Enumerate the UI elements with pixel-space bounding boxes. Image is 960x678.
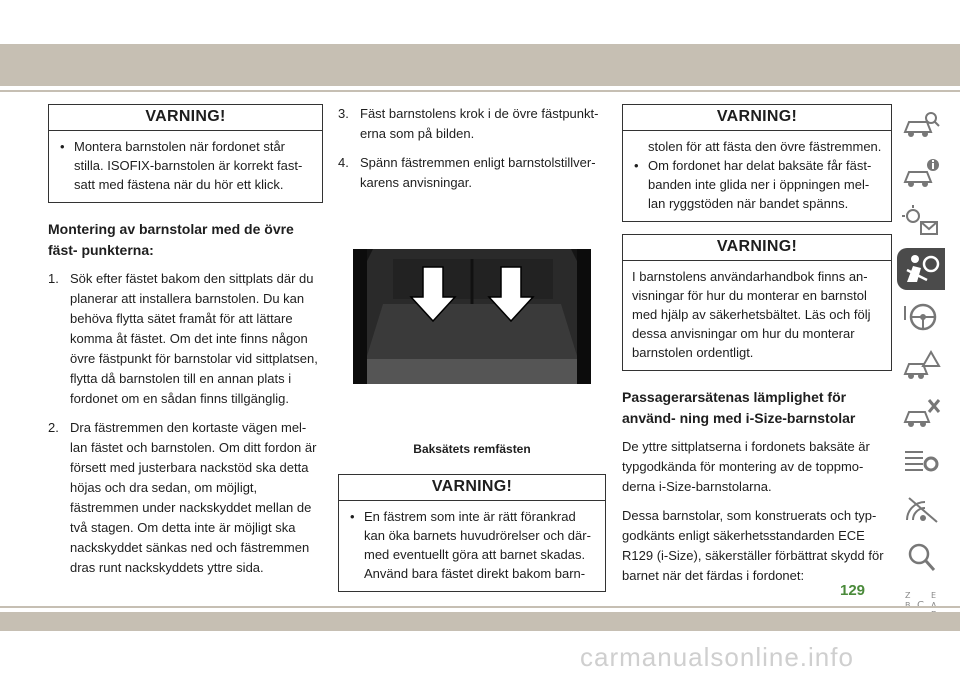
paragraph: De yttre sittplatserna i fordonets baksäte är typgodkända för montering av de toppmo- derna i-Size-barnstolarna.	[622, 439, 870, 494]
car-info-icon	[901, 156, 941, 190]
car-wrench-icon	[901, 396, 941, 430]
step-text: Fäst barnstolens krok i de övre fästpunkt- erna som på bilden.	[360, 106, 599, 141]
column-3	[622, 104, 892, 595]
warning-body	[623, 131, 891, 221]
radio-signal-icon	[901, 492, 941, 526]
warning-item: • Montera barnstolen när fordonet står stilla. ISOFIX-barnstolen är korrekt fast- satt med fästena när du hör ett klick.	[58, 137, 313, 194]
warning-box	[622, 234, 892, 371]
car-magnifier-icon	[901, 108, 941, 142]
index-letter: E	[931, 591, 937, 600]
step-number: 4.	[338, 155, 349, 170]
header-line	[0, 90, 960, 92]
step-item	[338, 104, 606, 144]
trunk-illustration	[353, 249, 591, 384]
step-item	[48, 418, 323, 578]
step-number: 1.	[48, 271, 59, 286]
step-text: Dra fästremmen den kortaste vägen mel- lan fästet och barnstolen. Om ditt fordon är försett med justerbara nackstöd ska detta höjas och dra sedan, om möjligt, fästremmen under nackskyddet mellan de två stagen. Om detta inte är möjligt ska nackskyddet sänkas ned och fästremmen dras runt nackskyddets yttre sida.	[70, 420, 317, 575]
index-letter: Z	[905, 591, 911, 600]
step-text: Sök efter fästet bakom den sittplats där du planerar att installera barnstolen. Du kan behöva flytta sätet framåt för att lättare komma åt fästet. Om det inte finns någon övre fästpunkt för barnstolar vid sittplatsen, flytta då barnstolen till en annan plats i fordonet om en sådan finns tillgänglig.	[70, 271, 318, 406]
step-item	[338, 153, 606, 193]
warning-box	[48, 104, 323, 203]
warning-body	[339, 501, 605, 591]
step-item	[48, 269, 323, 409]
step-number: 2.	[48, 420, 59, 435]
warning-continuation: stolen för att fästa den övre fästremmen.	[648, 139, 882, 154]
warning-box	[338, 474, 606, 592]
watermark: carmanualsonline.info	[580, 642, 854, 672]
search-icon	[901, 540, 941, 574]
page-number: 129	[840, 582, 866, 599]
step-text: Spänn fästremmen enligt barnstolstillver- karens anvisningar.	[360, 155, 596, 190]
warning-item: • Om fordonet har delat baksäte får fäst- banden inte glida ner i öppningen mel- lan ryggstöden när bandet spänns.	[632, 156, 882, 213]
warning-title: VARNING!	[49, 105, 322, 131]
tab-child-seat-airbag[interactable]	[897, 248, 945, 290]
warning-item: • En fästrem som inte är rätt förankrad kan öka barnets huvudrörelser och där- med eventuellt göra att barnet skadas. Använd bara fästet direkt bakom barn-	[348, 507, 596, 583]
steering-wheel-icon	[901, 300, 941, 334]
paragraph: Dessa barnstolar, som konstruerats och typ- godkänts enligt säkerhetsstandarden ECE R129 (i-Size), säkerställer förbättrat skydd för barnet när det färdas i fordonet:	[622, 508, 884, 583]
warning-title: VARNING!	[339, 475, 605, 501]
tab-car-wrench[interactable]	[897, 392, 945, 434]
header-band	[0, 44, 960, 86]
warning-title: VARNING!	[623, 235, 891, 261]
tab-car-magnifier[interactable]	[897, 104, 945, 146]
warning-body	[49, 131, 322, 202]
step-number: 3.	[338, 106, 349, 121]
warning-box	[622, 104, 892, 222]
tab-car-hazard[interactable]	[897, 344, 945, 386]
settings-list-icon	[901, 444, 941, 478]
trunk-photo	[353, 249, 591, 384]
tab-steering-wheel[interactable]	[897, 296, 945, 338]
child-seat-airbag-icon	[901, 252, 941, 286]
footer-band	[0, 612, 960, 631]
warning-lights-icon	[901, 204, 941, 238]
warning-title: VARNING!	[623, 105, 891, 131]
column-2	[338, 104, 606, 604]
section-heading: Montering av barnstolar med de övre fäst- punkterna:	[48, 221, 294, 258]
warning-body: I barnstolens användarhandbok finns an- visningar för hur du monterar en barnstol med hjälp av säkerhetsbältet. Läs och följ dessa anvisningar om hur du monterar barnstolen ordentligt.	[632, 269, 871, 360]
section-heading: Passagerarsätenas lämplighet för använd- ning med i-Size-barnstolar	[622, 389, 856, 426]
column-1	[48, 104, 323, 587]
tab-car-info[interactable]	[897, 152, 945, 194]
footer-line	[0, 606, 960, 608]
car-hazard-icon	[901, 348, 941, 382]
tab-search[interactable]	[897, 536, 945, 578]
tab-warning-lights[interactable]	[897, 200, 945, 242]
figure-caption: Baksätets remfästen	[413, 442, 531, 456]
tab-radio-signal[interactable]	[897, 488, 945, 530]
tab-settings-list[interactable]	[897, 440, 945, 482]
chapter-tabs	[897, 104, 947, 632]
